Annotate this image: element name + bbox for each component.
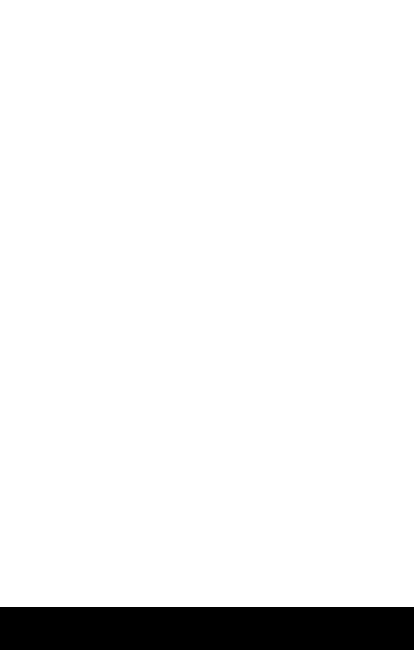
page-footer — [40, 575, 54, 587]
scan-border — [0, 607, 414, 650]
text-block-upper — [202, 44, 392, 254]
text-block-lower — [202, 270, 392, 555]
